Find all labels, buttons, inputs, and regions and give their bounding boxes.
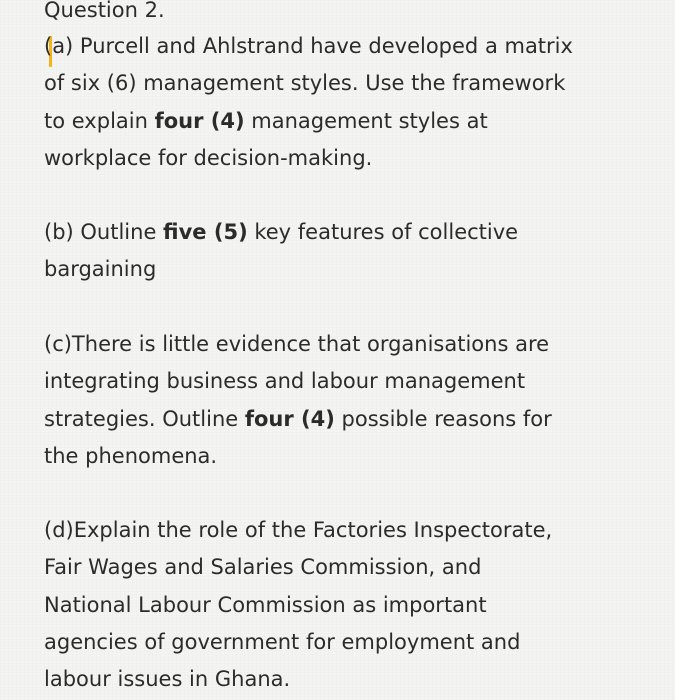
- part-a-line-1: (a) Purcell and Ahlstrand have developed a matrix: [44, 34, 573, 58]
- question-part-d: [44, 512, 644, 698]
- part-a-line-3: [44, 103, 644, 140]
- part-c-line-3-text-start: strategies. Outline: [44, 406, 245, 431]
- part-c-line-2: integrating business and labour management: [44, 369, 526, 394]
- part-c-line-3: [44, 401, 644, 438]
- part-a-line-3-text-end: management styles at: [244, 108, 488, 133]
- question-part-c: [44, 326, 644, 475]
- part-d-line-1: (d)Explain the role of the Factories Inspectorate,: [44, 518, 553, 542]
- part-a-emphasis: four (4): [154, 108, 245, 133]
- part-d-line-5: labour issues in Ghana.: [44, 667, 291, 692]
- part-d-line-3: National Labour Commission as important: [44, 592, 487, 617]
- question-heading: Question 2.: [44, 0, 165, 22]
- part-c-emphasis: four (4): [244, 406, 335, 431]
- part-d-line-4: agencies of government for employment and: [44, 629, 521, 654]
- part-b-line-2: bargaining: [44, 257, 157, 282]
- part-c-line-1: (c)There is little evidence that organisations are: [44, 332, 550, 356]
- part-c-line-4: the phenomena.: [44, 443, 218, 468]
- part-b-line-1: [44, 214, 644, 251]
- part-b-line-1-text-start: (b) Outline: [44, 220, 164, 244]
- part-a-line-4: workplace for decision-making.: [44, 145, 373, 170]
- question-part-a: [44, 28, 644, 177]
- part-b-emphasis: five (5): [163, 220, 248, 244]
- part-a-line-2: of six (6) management styles. Use the framework: [44, 71, 566, 96]
- part-d-line-2: Fair Wages and Salaries Commission, and: [44, 555, 482, 580]
- part-b-line-1-text-end: key features of collective: [247, 220, 519, 244]
- part-c-line-3-text-end: possible reasons for: [334, 406, 552, 431]
- question-part-b: [44, 214, 644, 289]
- part-a-line-3-text-start: to explain: [44, 108, 155, 133]
